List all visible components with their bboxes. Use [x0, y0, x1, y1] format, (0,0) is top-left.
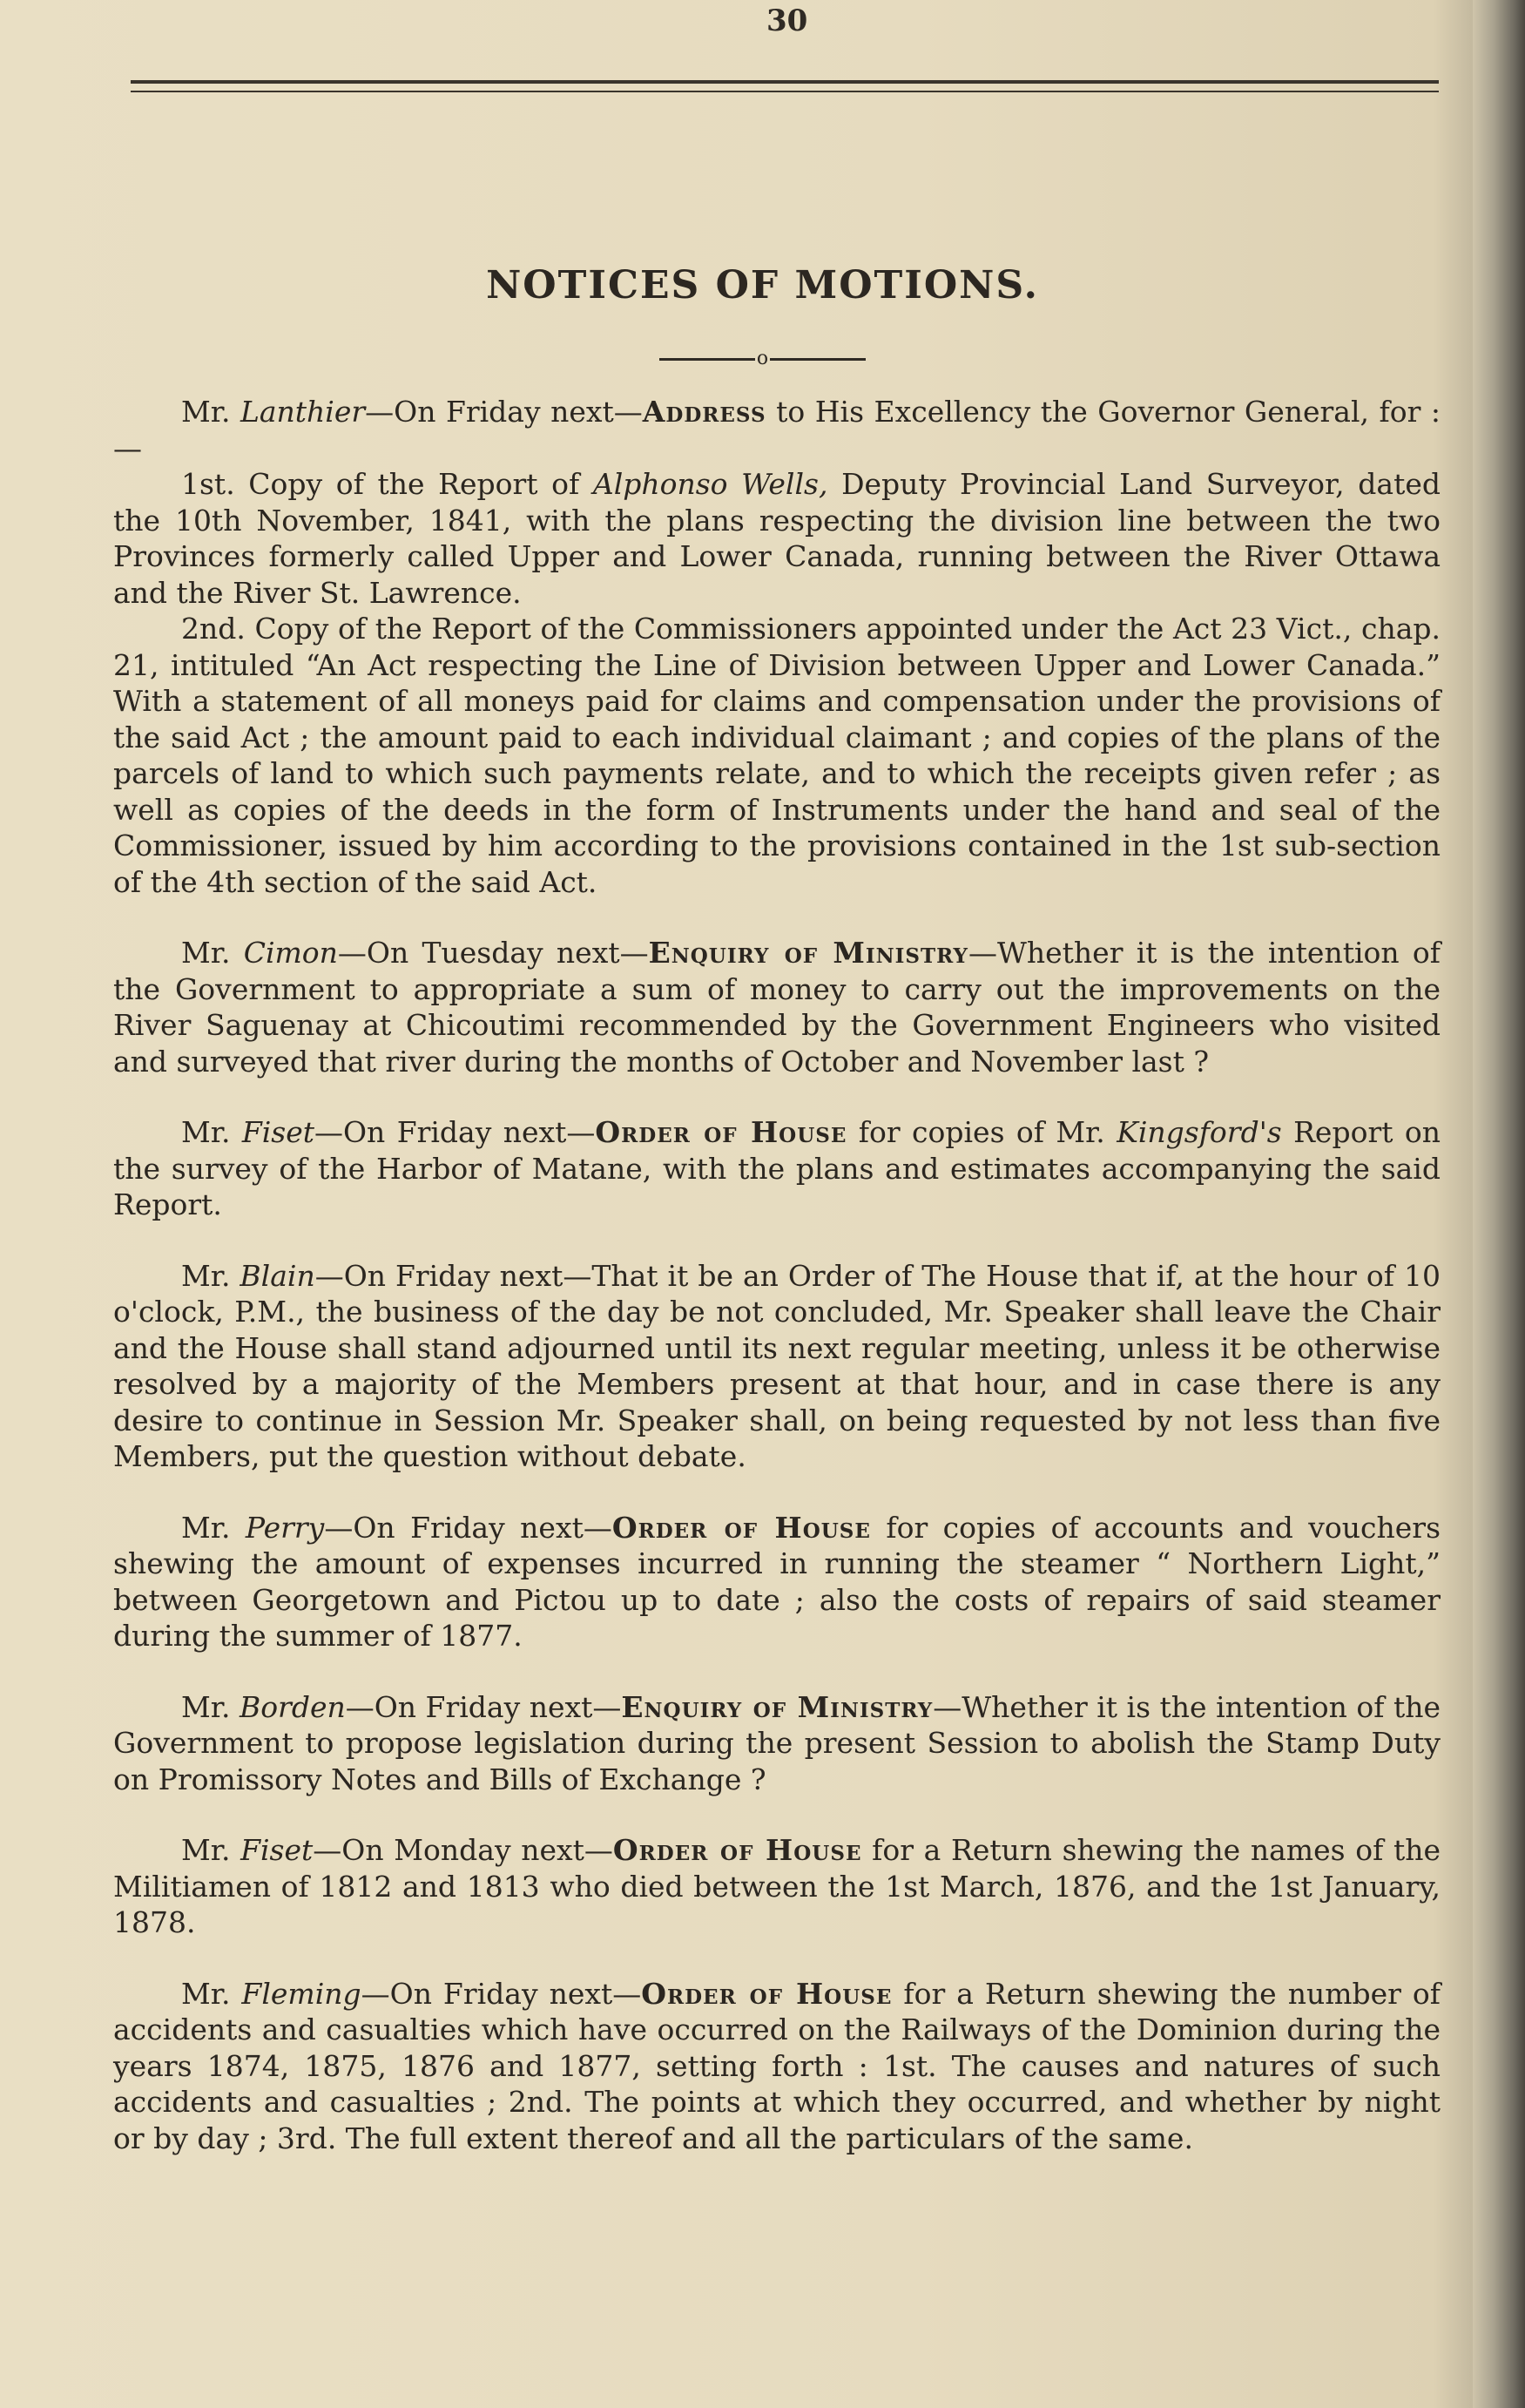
motion-fiset-militiamen: [113, 1832, 1441, 1941]
title-divider: [0, 346, 1525, 372]
motion-lead: —On Monday next—: [313, 1833, 613, 1867]
member-name: Fiset: [241, 1115, 314, 1149]
motion-text: —Whether it is the intention of the Government to propose legislation during the present Session to abolish the Stamp Duty on Promissory Notes and Bills of Exchange ?: [113, 1689, 1441, 1796]
motion-lanthier-item-2: [113, 611, 1441, 900]
report-author-name: Kingsford's: [1117, 1115, 1282, 1149]
motion-lead: —On Friday next—: [324, 1510, 612, 1545]
item-italic-name: Alphonso Wells,: [592, 467, 828, 501]
motion-fleming: [113, 1976, 1441, 2157]
page-number: 30: [766, 3, 808, 38]
motion-text: That it be an Order of The House that if, at the hour of 10 o'clock, P.M., the business of the day be not concluded, Mr. Speaker shall leave the Chair and the House shall stand adjourned until its next regular meeting, unless it be otherwise resolved by a majority of the Members present at that hour, and in case there is any desire to continue in Session Mr. Speaker shall, on being requested by not less than five Members, put the question without debate.: [113, 1258, 1441, 1473]
motion-type: Order of House: [611, 1510, 871, 1545]
motion-text: for copies of Mr.: [847, 1115, 1117, 1149]
motion-text-cont: Report on the survey of the Harbor of Matane, with the plans and estimates accompanying the said Report.: [113, 1115, 1441, 1221]
member-name: Blain: [240, 1258, 315, 1293]
member-name: Borden: [239, 1689, 346, 1724]
motion-lanthier-item-1: [113, 466, 1441, 611]
motion-prefix: Mr.: [181, 1976, 242, 2011]
motion-lead: —On Friday next—: [361, 1976, 642, 2011]
motion-prefix: Mr.: [181, 395, 240, 429]
motion-prefix: Mr.: [181, 1115, 242, 1149]
motion-type: Order of House: [595, 1115, 847, 1149]
motion-type: Address: [642, 395, 766, 429]
motion-blain: [113, 1258, 1441, 1475]
motions-list: [113, 394, 1441, 2156]
motion-type: Order of House: [612, 1833, 862, 1867]
motion-perry: [113, 1510, 1441, 1654]
header-rule-thin: [131, 91, 1439, 92]
motion-lead: —On Friday next—: [345, 1689, 622, 1724]
motion-prefix: Mr.: [181, 936, 244, 970]
item-text: 1st. Copy of the Report of: [181, 467, 593, 501]
member-name: Lanthier: [240, 395, 366, 429]
item-text: 2nd. Copy of the Report of the Commissioners appointed under the Act 23 Vict., chap. 21, intituled “An Act respecting the Line of Division between Upper and Lower Canada.” With a statement of all moneys paid for claims and compensation under the provisions of the said Act ; the amount paid to each individual claimant ; and copies of the plans of the parcels of land to which such payments relate, and to which the receipts given refer ; as well as copies of the deeds in the form of Instruments under the hand and seal of the Commissioner, issued by him according to the provisions contained in the 1st sub-section of the 4th section of the said Act.: [113, 612, 1441, 899]
member-name: Cimon: [243, 936, 338, 970]
motion-prefix: Mr.: [181, 1510, 246, 1545]
member-name: Perry: [245, 1510, 325, 1545]
divider-bar-left: [659, 358, 755, 361]
motion-borden: [113, 1689, 1441, 1798]
motion-fiset-matane: [113, 1114, 1441, 1223]
motion-lead: —On Friday next—: [314, 1115, 596, 1149]
motion-prefix: Mr.: [181, 1258, 240, 1293]
motion-text: —Whether it is the intention of the Government to appropriate a sum of money to carry out the improvements on the River Saguenay at Chicoutimi recommended by the Government Engineers who visited and surveyed that river during the months of October and November last ?: [113, 936, 1441, 1079]
motion-text: for copies of accounts and vouchers shewing the amount of expenses incurred in running the steamer “ Northern Light,” between Georgetown and Pictou up to date ; also the costs of repairs of said steamer during the summer of 1877.: [113, 1510, 1441, 1653]
member-name: Fleming: [241, 1976, 361, 2011]
motion-type: Enquiry of Ministry: [648, 936, 968, 970]
divider-bar-right: [770, 358, 866, 361]
motion-lanthier: [113, 394, 1441, 466]
divider-mark: o: [756, 348, 769, 369]
motion-lead: —On Friday next—: [314, 1258, 592, 1293]
motion-text: for a Return shewing the number of accidents and casualties which have occurred on the Railways of the Dominion during the years 1874, 1875, 1876 and 1877, setting forth : 1st. The causes and natures of such accidents and casualties ; 2nd. The points at which they occurred, and whether by night or by day ; 3rd. The full extent thereof and all the particulars of the same.: [113, 1976, 1441, 2155]
motion-type: Enquiry of Ministry: [621, 1689, 934, 1724]
header-rule-thick: [131, 80, 1439, 84]
motion-lead: —On Tuesday next—: [337, 936, 649, 970]
motion-text: for a Return shewing the names of the Militiamen of 1812 and 1813 who died between the 1st March, 1876, and the 1st January, 1878.: [113, 1833, 1441, 1939]
motion-cimon: [113, 935, 1441, 1079]
motion-lead: —On Friday next—: [365, 395, 643, 429]
motion-prefix: Mr.: [181, 1689, 240, 1724]
item-text-cont: Deputy Provincial Land Surveyor, dated the 10th November, 1841, with the plans respecting the division line between the two Provinces formerly called Upper and Lower Canada, running between the River Ottawa and the River St. Lawrence.: [113, 467, 1441, 610]
page-title: NOTICES OF MOTIONS.: [486, 263, 1039, 308]
member-name: Fiset: [240, 1833, 314, 1867]
motion-type: Order of House: [641, 1976, 893, 2011]
motion-prefix: Mr.: [181, 1833, 241, 1867]
motion-text: to His Excellency the Governor General, for :—: [113, 395, 1441, 465]
